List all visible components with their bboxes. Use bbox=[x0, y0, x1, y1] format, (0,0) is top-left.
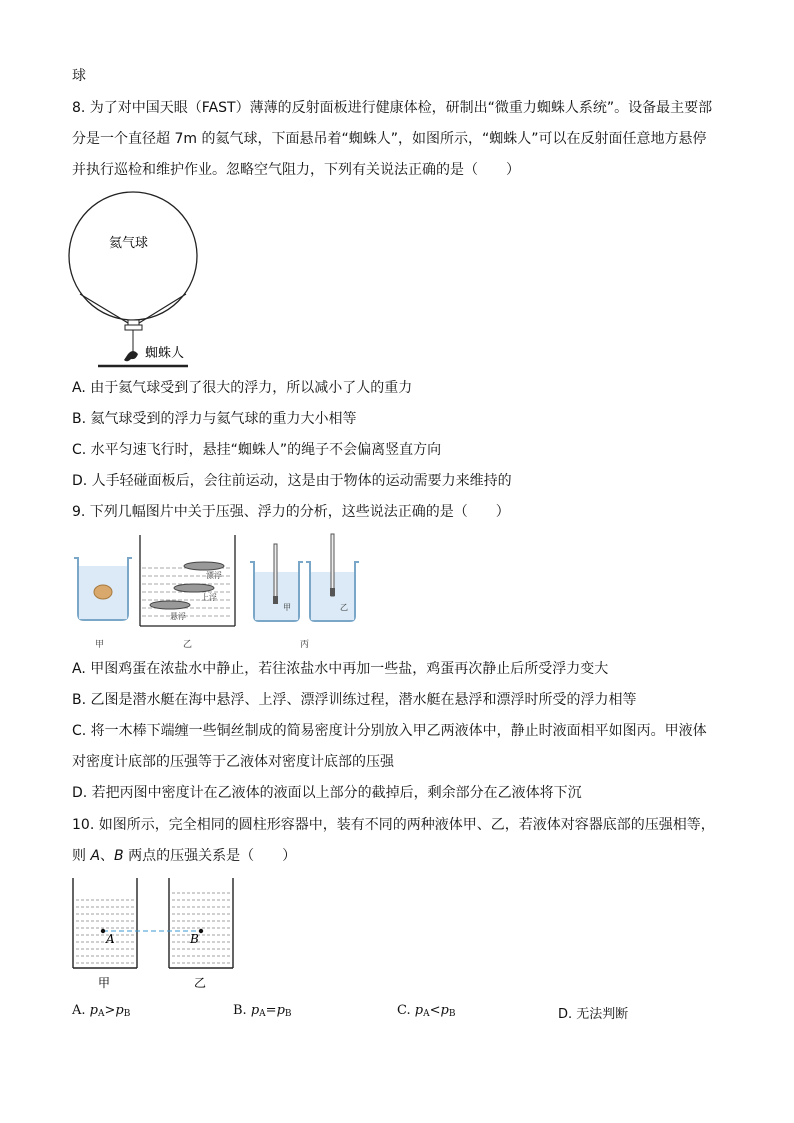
point-b-dot bbox=[199, 929, 203, 933]
q10-stem-line2: 则 A、B 两点的压强关系是（ ） bbox=[72, 848, 297, 864]
meter-label-yi: 乙 bbox=[340, 603, 348, 612]
var-a: A bbox=[90, 848, 101, 864]
caption-jia: 甲 bbox=[98, 976, 111, 990]
previous-question-tail: 球 bbox=[72, 68, 86, 84]
q10-option-d: D. 无法判断 bbox=[558, 1007, 629, 1022]
ocean-yi bbox=[140, 535, 235, 626]
pressure-buoyancy-figure bbox=[70, 530, 370, 655]
q10-option-a: A. $p_A>p_B$ bbox=[72, 1003, 131, 1019]
q9-option-a: A. 甲图鸡蛋在浓盐水中静止，若往浓盐水中再加一些盐，鸡蛋再次静止后所受浮力变大 bbox=[72, 661, 609, 677]
q8-stem-line2: 分是一个直径超 7m 的氦气球，下面悬吊着“蜘蛛人”，如图所示，“蜘蛛人”可以在反射面任意地方悬停 bbox=[72, 131, 707, 147]
label-xuanfu: 悬浮 bbox=[170, 612, 186, 621]
submarine-rising-icon bbox=[174, 584, 214, 592]
balloon-circle bbox=[69, 192, 197, 320]
balloon-label: 氦气球 bbox=[109, 236, 149, 251]
helium-balloon-figure bbox=[66, 186, 246, 376]
q9-option-b: B. 乙图是潜水艇在海中悬浮、上浮、漂浮训练过程，潜水艇在悬浮和漂浮时所受的浮力相等 bbox=[72, 692, 637, 708]
submarine-floating-icon bbox=[184, 562, 224, 570]
caption-yi: 乙 bbox=[194, 976, 207, 990]
winch-base bbox=[125, 325, 142, 330]
q9-option-d: D. 若把丙图中密度计在乙液体的液面以上部分的截掉后，剩余部分在乙液体将下沉 bbox=[72, 785, 582, 801]
q10-stem-line1: 10. 如图所示，完全相同的圆柱形容器中，装有不同的两种液体甲、乙，若液体对容器底部的压强相等， bbox=[72, 817, 715, 833]
caption-jia: 甲 bbox=[95, 640, 105, 650]
point-a-label: A bbox=[106, 932, 115, 946]
point-b-label: B bbox=[190, 932, 199, 946]
q8-stem-line3: 并执行巡检和维护作业。忽略空气阻力，下列有关说法正确的是（ ） bbox=[72, 162, 520, 178]
spider-man-label: 蜘蛛人 bbox=[145, 346, 185, 361]
density-meter-stick bbox=[274, 544, 277, 602]
two-containers-figure bbox=[68, 875, 248, 995]
density-meter-yi bbox=[306, 534, 359, 621]
density-meter-jia bbox=[250, 544, 303, 621]
spider-man-icon bbox=[124, 351, 138, 361]
q8-option-b: B. 氦气球受到的浮力与氦气球的重力大小相等 bbox=[72, 411, 357, 427]
q8-option-c: C. 水平匀速飞行时，悬挂“蜘蛛人”的绳子不会偏离竖直方向 bbox=[72, 442, 442, 458]
meter-label-jia: 甲 bbox=[283, 603, 291, 612]
q8-option-d: D. 人手轻碰面板后，会往前运动，这是由于物体的运动需要力来维持的 bbox=[72, 473, 512, 489]
q9-option-c-line2: 对密度计底部的压强等于乙液体对密度计底部的压强 bbox=[72, 754, 394, 770]
q8-option-a: A. 由于氦气球受到了很大的浮力，所以减小了人的重力 bbox=[72, 380, 413, 396]
copper-wire bbox=[330, 588, 335, 596]
caption-yi: 乙 bbox=[183, 640, 193, 650]
q8-stem-line1: 8. 为了对中国天眼（FAST）薄薄的反射面板进行健康体检，研制出“微重力蜘蛛人系统”。设备最主要部 bbox=[72, 100, 713, 116]
q9-option-c-line1: C. 将一木棒下端缠一些铜丝制成的简易密度计分别放入甲乙两液体中，静止时液面相平如图丙。甲液体 bbox=[72, 723, 707, 739]
label-piaofu: 漂浮 bbox=[206, 571, 222, 580]
egg-icon bbox=[94, 585, 112, 599]
label-shangfu: 上浮 bbox=[201, 593, 217, 602]
density-meter-stick bbox=[331, 534, 334, 596]
q9-stem: 9. 下列几幅图片中关于压强、浮力的分析，这些说法正确的是（ ） bbox=[72, 504, 510, 520]
container-yi bbox=[169, 878, 233, 968]
container-jia bbox=[73, 878, 137, 968]
copper-wire bbox=[273, 596, 278, 604]
point-a-dot bbox=[101, 929, 105, 933]
var-b: B bbox=[114, 848, 124, 864]
beaker-jia bbox=[74, 558, 132, 620]
caption-bing: 丙 bbox=[300, 640, 310, 650]
q10-option-b: B. $p_A=p_B$ bbox=[233, 1003, 292, 1019]
q10-option-c: C. $p_A<p_B$ bbox=[397, 1003, 456, 1019]
submarine-suspended-icon bbox=[150, 601, 190, 609]
